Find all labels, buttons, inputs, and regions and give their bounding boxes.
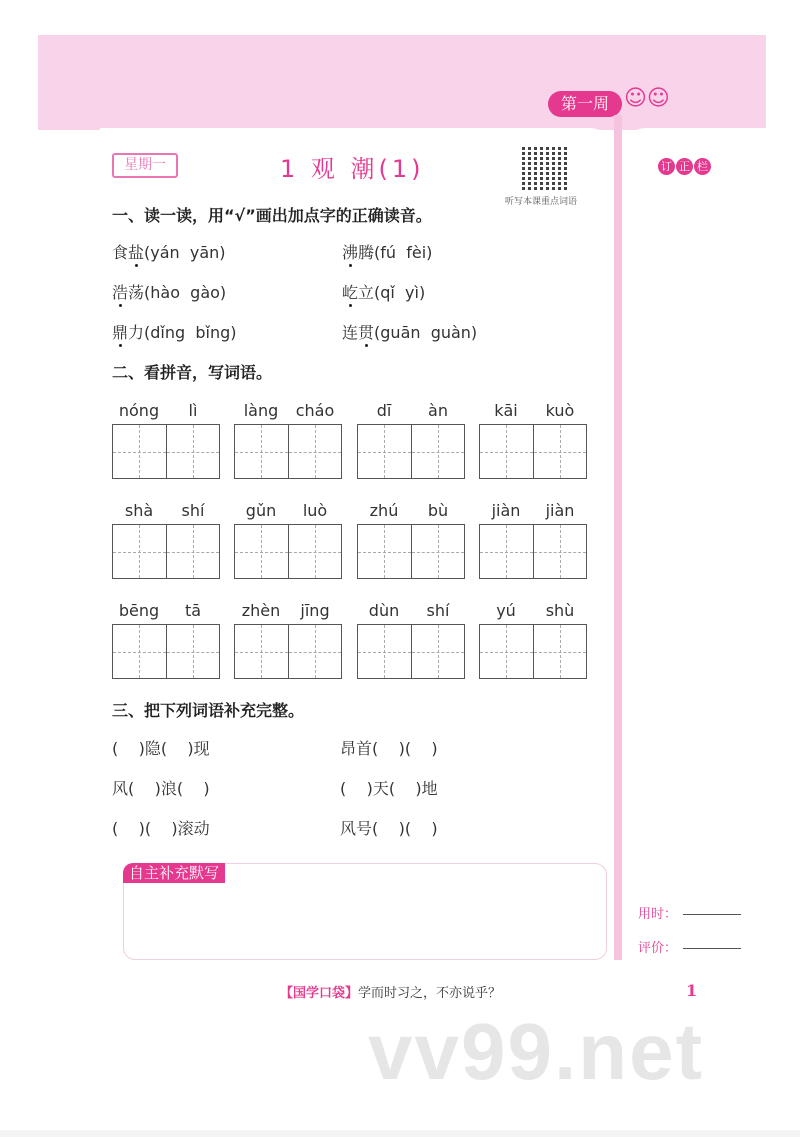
pinyin-syllable: shí [181,501,205,520]
writing-grid[interactable] [357,624,465,679]
dotted-char: 屹 [342,283,359,302]
pinyin-syllable: àn [428,401,448,420]
pinyin-label [357,501,465,520]
writing-grid[interactable] [479,424,587,479]
pinyin-syllable: bù [427,501,449,520]
writing-cell[interactable] [289,425,342,478]
pinyin-label [112,401,220,420]
word-char: 连 [342,323,359,342]
writing-cell[interactable] [167,525,220,578]
footer-text: 学而时习之，不亦说乎？ [358,986,502,1001]
reading-item[interactable] [342,320,477,343]
writing-cell[interactable] [358,525,412,578]
divider [614,115,622,960]
fill-in-item[interactable]: ( )( )滚动 [112,819,210,838]
lesson-title: 1 观 潮(1) [280,155,425,183]
word-char: 荡 [128,283,145,302]
pinyin-syllable: nóng [118,401,160,420]
writing-cell[interactable] [480,525,534,578]
writing-grid[interactable] [479,524,587,579]
writing-grid[interactable] [357,524,465,579]
word-char: 力 [128,323,145,342]
pinyin-label [357,401,465,420]
fill-in-item[interactable]: 风( )浪( ) [112,779,210,798]
fill-in-item[interactable]: ( )天( )地 [340,779,438,798]
fill-in-item[interactable]: 昂首( )( ) [340,739,438,758]
word-char: 食 [112,243,129,262]
pinyin-options: (yán yān) [144,243,226,262]
pinyin-label [234,601,342,620]
pinyin-options: (dǐng bǐng) [144,323,237,342]
section3-heading: 三、把下列词语补充完整。 [112,701,305,720]
correction-char: 正 [676,158,693,175]
pinyin-label [112,601,220,620]
pinyin-label [234,501,342,520]
footer-quote [280,986,501,1002]
word-char: 立 [358,283,375,302]
writing-cell[interactable] [113,425,167,478]
writing-cell[interactable] [235,525,289,578]
pinyin-syllable: zhèn [241,601,281,620]
section1-heading: 一、读一读，用“√”画出加点字的正确读音。 [112,206,432,225]
correction-char: 订 [658,158,675,175]
writing-cell[interactable] [289,525,342,578]
pinyin-syllable: dī [376,401,392,420]
kids-illustration-icon: ☺☺ [624,86,670,111]
fill-in-item[interactable]: ( )隐( )现 [112,739,210,758]
time-label: 用时： [638,907,678,922]
pinyin-syllable: kuò [545,401,575,420]
qr-code-icon[interactable] [522,146,568,192]
fill-in-item[interactable]: 风号( )( ) [340,819,438,838]
pinyin-options: (hào gào) [144,283,227,302]
writing-cell[interactable] [480,425,534,478]
correction-char: 栏 [694,158,711,175]
pinyin-options: (qǐ yì) [374,283,426,302]
qr-caption: 听写本课重点词语 [505,197,578,207]
pinyin-syllable: yú [496,601,516,620]
writing-grid[interactable] [112,424,220,479]
writing-cell[interactable] [412,525,465,578]
pinyin-label [479,401,587,420]
pinyin-label [479,501,587,520]
footer-tag: 【国学口袋】 [280,986,359,1001]
writing-cell[interactable] [113,625,167,678]
word-char: 腾 [358,243,375,262]
pinyin-syllable: jiàn [491,501,521,520]
extra-dictation-label: 自主补充默写 [123,863,225,883]
pinyin-syllable: shù [545,601,575,620]
writing-cell[interactable] [480,625,534,678]
pinyin-label [357,601,465,620]
pinyin-syllable: jiàn [545,501,575,520]
writing-grid[interactable] [234,524,342,579]
header-band [38,35,766,130]
page-number: 1 [686,981,698,1000]
reading-item[interactable] [112,280,226,303]
rating-label: 评价： [638,941,678,956]
pinyin-syllable: shí [426,601,450,620]
writing-cell[interactable] [113,525,167,578]
writing-cell[interactable] [358,425,412,478]
writing-cell[interactable] [235,625,289,678]
pinyin-syllable: gǔn [245,501,277,520]
dotted-char: 浩 [112,283,129,302]
pinyin-syllable: làng [243,401,279,420]
reading-item[interactable] [342,240,432,263]
writing-cell[interactable] [167,425,220,478]
writing-grid[interactable] [357,424,465,479]
pinyin-label [479,601,587,620]
pinyin-syllable: dùn [368,601,400,620]
writing-cell[interactable] [412,625,465,678]
pinyin-options: (fú fèi) [374,243,433,262]
writing-grid[interactable] [234,624,342,679]
writing-cell[interactable] [534,625,587,678]
reading-item[interactable] [112,240,226,263]
dotted-char: 鼎 [112,323,129,342]
pinyin-label [234,401,342,420]
writing-cell[interactable] [534,525,587,578]
writing-grid[interactable] [234,424,342,479]
dotted-char: 沸 [342,243,359,262]
dotted-char: 盐 [128,243,145,262]
pinyin-syllable: lì [188,401,198,420]
rating-field[interactable] [638,937,741,956]
section2-heading: 二、看拼音，写词语。 [112,363,273,382]
reading-item[interactable] [112,320,236,343]
pinyin-syllable: tā [184,601,202,620]
writing-grid[interactable] [112,624,220,679]
reading-item[interactable] [342,280,425,303]
writing-grid[interactable] [112,524,220,579]
writing-grid[interactable] [479,624,587,679]
pinyin-syllable: luò [302,501,328,520]
watermark: vv99.net [368,1007,705,1096]
pinyin-label [112,501,220,520]
day-label: 星期一 [112,153,178,178]
writing-cell[interactable] [289,625,342,678]
pinyin-options: (guān guàn) [374,323,478,342]
time-field[interactable] [638,903,741,922]
pinyin-syllable: bēng [118,601,160,620]
dotted-char: 贯 [358,323,375,342]
week-badge: 第一周 [548,91,622,117]
pinyin-syllable: jīng [300,601,330,620]
correction-column [624,128,766,973]
pinyin-syllable: cháo [295,401,335,420]
pinyin-syllable: shà [124,501,154,520]
writing-cell[interactable] [534,425,587,478]
writing-cell[interactable] [358,625,412,678]
correction-title [658,158,711,175]
writing-cell[interactable] [167,625,220,678]
writing-cell[interactable] [235,425,289,478]
pinyin-syllable: zhú [369,501,399,520]
writing-cell[interactable] [412,425,465,478]
pinyin-syllable: kāi [494,401,518,420]
